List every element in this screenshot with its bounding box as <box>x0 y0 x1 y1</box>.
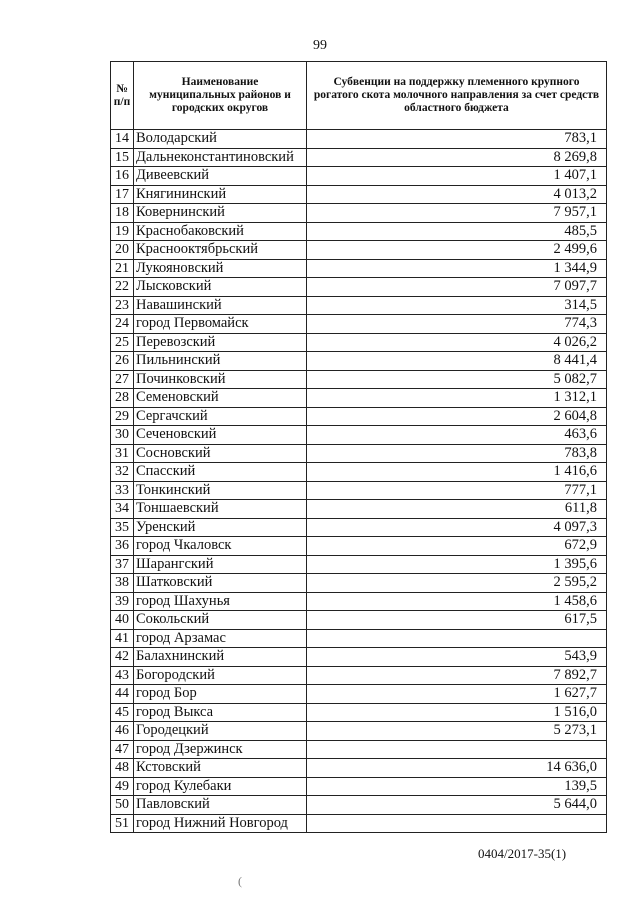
district-name: Сосновский <box>134 444 307 463</box>
subsidy-value <box>307 814 607 833</box>
row-number: 37 <box>111 555 134 574</box>
district-name: Дальнеконстантиновский <box>134 148 307 167</box>
row-number: 44 <box>111 685 134 704</box>
table-row <box>111 648 607 667</box>
district-name: город Бор <box>134 685 307 704</box>
subsidy-value: 139,5 <box>307 777 607 796</box>
row-number: 18 <box>111 204 134 223</box>
column-header-subsidy <box>307 62 607 130</box>
subsidy-value: 1 627,7 <box>307 685 607 704</box>
district-name: Володарский <box>134 130 307 149</box>
table-body <box>111 130 607 833</box>
subsidy-value: 1 344,9 <box>307 259 607 278</box>
table-row <box>111 167 607 186</box>
row-number: 24 <box>111 315 134 334</box>
table-row <box>111 685 607 704</box>
row-number: 20 <box>111 241 134 260</box>
table-row <box>111 722 607 741</box>
column-header-number-text: № п/п <box>113 82 131 108</box>
row-number: 43 <box>111 666 134 685</box>
row-number: 33 <box>111 481 134 500</box>
table-row <box>111 241 607 260</box>
table-row <box>111 426 607 445</box>
subsidy-value: 1 416,6 <box>307 463 607 482</box>
row-number: 35 <box>111 518 134 537</box>
district-name: город Выкса <box>134 703 307 722</box>
table-row <box>111 592 607 611</box>
subsidy-value: 4 013,2 <box>307 185 607 204</box>
table-row <box>111 296 607 315</box>
row-number: 36 <box>111 537 134 556</box>
district-name: Дивеевский <box>134 167 307 186</box>
column-header-subsidy-text: Субвенции на поддержку племенного крупного рогатого скота молочного направления за счет средств областного бюджета <box>313 76 600 114</box>
district-name: город Шахунья <box>134 592 307 611</box>
subsidy-value <box>307 740 607 759</box>
table-row <box>111 611 607 630</box>
subsidy-value: 485,5 <box>307 222 607 241</box>
subsidy-value: 2 595,2 <box>307 574 607 593</box>
district-name: город Кулебаки <box>134 777 307 796</box>
subsidy-value: 2 604,8 <box>307 407 607 426</box>
district-name: Павловский <box>134 796 307 815</box>
row-number: 46 <box>111 722 134 741</box>
row-number: 47 <box>111 740 134 759</box>
subsidy-value: 783,1 <box>307 130 607 149</box>
subsidy-value: 7 957,1 <box>307 204 607 223</box>
subsidy-value: 777,1 <box>307 481 607 500</box>
row-number: 50 <box>111 796 134 815</box>
district-name: город Арзамас <box>134 629 307 648</box>
district-name: Навашинский <box>134 296 307 315</box>
page-number: 99 <box>313 38 327 53</box>
subsidy-value: 617,5 <box>307 611 607 630</box>
table-header-row <box>111 62 607 130</box>
table-row <box>111 777 607 796</box>
row-number: 45 <box>111 703 134 722</box>
subsidy-table <box>110 61 607 833</box>
subsidy-value: 8 441,4 <box>307 352 607 371</box>
table-row <box>111 703 607 722</box>
row-number: 31 <box>111 444 134 463</box>
district-name: город Чкаловск <box>134 537 307 556</box>
subsidy-value <box>307 629 607 648</box>
table-row <box>111 574 607 593</box>
subsidy-value: 14 636,0 <box>307 759 607 778</box>
district-name: Перевозский <box>134 333 307 352</box>
district-name: город Нижний Новгород <box>134 814 307 833</box>
row-number: 15 <box>111 148 134 167</box>
district-name: Тонкинский <box>134 481 307 500</box>
row-number: 27 <box>111 370 134 389</box>
table-row <box>111 537 607 556</box>
district-name: Шарангский <box>134 555 307 574</box>
table-row <box>111 148 607 167</box>
row-number: 25 <box>111 333 134 352</box>
column-header-number <box>111 62 134 130</box>
table-row <box>111 370 607 389</box>
district-name: Уренский <box>134 518 307 537</box>
row-number: 39 <box>111 592 134 611</box>
table-row <box>111 204 607 223</box>
table-row <box>111 389 607 408</box>
row-number: 34 <box>111 500 134 519</box>
subsidy-value: 1 458,6 <box>307 592 607 611</box>
district-name: Краснобаковский <box>134 222 307 241</box>
table-row <box>111 666 607 685</box>
subsidy-value: 4 026,2 <box>307 333 607 352</box>
table-row <box>111 518 607 537</box>
district-name: Спасский <box>134 463 307 482</box>
column-header-district-text: Наименование муниципальных районов и городских округов <box>149 76 291 114</box>
table-row <box>111 500 607 519</box>
table-row <box>111 315 607 334</box>
district-name: Семеновский <box>134 389 307 408</box>
row-number: 32 <box>111 463 134 482</box>
stray-mark: ( <box>238 874 242 888</box>
district-name: Княгининский <box>134 185 307 204</box>
district-name: Ковернинский <box>134 204 307 223</box>
district-name: Пильнинский <box>134 352 307 371</box>
district-name: Лысковский <box>134 278 307 297</box>
subsidy-value: 1 516,0 <box>307 703 607 722</box>
subsidy-value: 8 269,8 <box>307 148 607 167</box>
subsidy-value: 2 499,6 <box>307 241 607 260</box>
district-name: Богородский <box>134 666 307 685</box>
row-number: 21 <box>111 259 134 278</box>
subsidy-value: 4 097,3 <box>307 518 607 537</box>
row-number: 51 <box>111 814 134 833</box>
row-number: 48 <box>111 759 134 778</box>
row-number: 28 <box>111 389 134 408</box>
row-number: 22 <box>111 278 134 297</box>
column-header-district <box>134 62 307 130</box>
district-name: Балахнинский <box>134 648 307 667</box>
district-name: Сеченовский <box>134 426 307 445</box>
subsidy-value: 5 644,0 <box>307 796 607 815</box>
table-row <box>111 185 607 204</box>
table-row <box>111 796 607 815</box>
subsidy-value: 463,6 <box>307 426 607 445</box>
row-number: 17 <box>111 185 134 204</box>
table-row <box>111 759 607 778</box>
subsidy-value: 1 312,1 <box>307 389 607 408</box>
district-name: город Первомайск <box>134 315 307 334</box>
district-name: Кстовский <box>134 759 307 778</box>
district-name: Починковский <box>134 370 307 389</box>
table-row <box>111 352 607 371</box>
subsidy-value: 5 082,7 <box>307 370 607 389</box>
district-name: Шатковский <box>134 574 307 593</box>
subsidy-value: 1 407,1 <box>307 167 607 186</box>
table-row <box>111 333 607 352</box>
subsidy-value: 5 273,1 <box>307 722 607 741</box>
subsidy-value: 314,5 <box>307 296 607 315</box>
table-row <box>111 481 607 500</box>
table-row <box>111 555 607 574</box>
district-name: Лукояновский <box>134 259 307 278</box>
subsidy-value: 1 395,6 <box>307 555 607 574</box>
row-number: 49 <box>111 777 134 796</box>
subsidy-value: 672,9 <box>307 537 607 556</box>
row-number: 14 <box>111 130 134 149</box>
district-name: Краснооктябрьский <box>134 241 307 260</box>
district-name: Городецкий <box>134 722 307 741</box>
row-number: 19 <box>111 222 134 241</box>
row-number: 41 <box>111 629 134 648</box>
district-name: Тоншаевский <box>134 500 307 519</box>
row-number: 30 <box>111 426 134 445</box>
row-number: 16 <box>111 167 134 186</box>
subsidy-value: 611,8 <box>307 500 607 519</box>
table-row <box>111 629 607 648</box>
district-name: Сокольский <box>134 611 307 630</box>
table-row <box>111 463 607 482</box>
row-number: 38 <box>111 574 134 593</box>
table-row <box>111 222 607 241</box>
row-number: 42 <box>111 648 134 667</box>
table-row <box>111 814 607 833</box>
table-row <box>111 259 607 278</box>
table-row <box>111 407 607 426</box>
row-number: 26 <box>111 352 134 371</box>
row-number: 40 <box>111 611 134 630</box>
row-number: 23 <box>111 296 134 315</box>
table-row <box>111 278 607 297</box>
subsidy-value: 7 097,7 <box>307 278 607 297</box>
district-name: город Дзержинск <box>134 740 307 759</box>
subsidy-value: 7 892,7 <box>307 666 607 685</box>
table-row <box>111 740 607 759</box>
subsidy-value: 543,9 <box>307 648 607 667</box>
table-row <box>111 444 607 463</box>
row-number: 29 <box>111 407 134 426</box>
subsidy-value: 774,3 <box>307 315 607 334</box>
subsidy-value: 783,8 <box>307 444 607 463</box>
district-name: Сергачский <box>134 407 307 426</box>
table-row <box>111 130 607 149</box>
document-code: 0404/2017-35(1) <box>478 846 567 861</box>
